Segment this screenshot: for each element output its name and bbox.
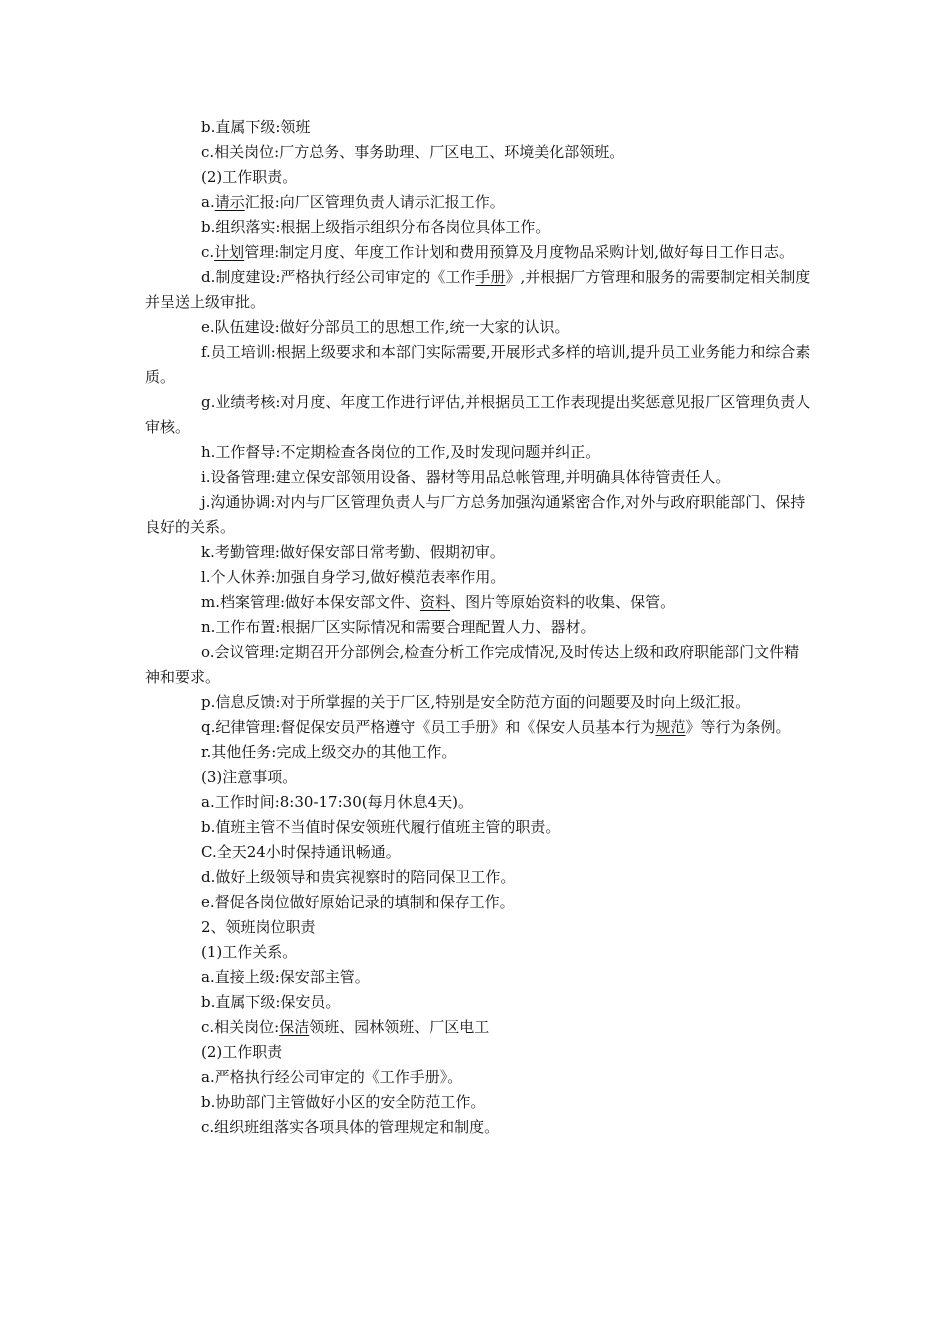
paragraph [145, 965, 813, 990]
text-run: d.制度建设:严格执行经公司审定的《工作 [201, 268, 476, 286]
paragraph [145, 390, 813, 440]
paragraph [145, 590, 813, 615]
underlined-text: 资料 [420, 593, 451, 611]
text-run: r.其他任务:完成上级交办的其他工作。 [201, 743, 457, 761]
text-run: b.直属下级:保安员。 [201, 993, 341, 1011]
underlined-text: 请示 [214, 193, 245, 211]
paragraph [145, 640, 813, 690]
paragraph [145, 690, 813, 715]
text-run: e.队伍建设:做好分部员工的思想工作,统一大家的认识。 [201, 318, 570, 336]
paragraph [145, 140, 813, 165]
paragraph [145, 890, 813, 915]
paragraph [145, 915, 813, 940]
paragraph [145, 765, 813, 790]
text-run: 管理:制定月度、年度工作计划和费用预算及月度物品采购计划,做好每日工作日志。 [244, 243, 795, 261]
paragraph [145, 940, 813, 965]
paragraph [145, 1015, 813, 1040]
text-run: b.组织落实:根据上级指示组织分布各岗位具体工作。 [201, 218, 551, 236]
text-run: b.直属下级:领班 [201, 118, 311, 136]
paragraph [145, 1115, 813, 1140]
text-run: 2、领班岗位职责 [201, 918, 316, 936]
paragraph [145, 115, 813, 140]
underlined-text: 计划 [214, 243, 245, 261]
text-run: 》,并根据厂方管理和服务的需要制定相关制度并呈送上级审批。 [145, 268, 811, 311]
text-run: a.直接上级:保安部主管。 [201, 968, 370, 986]
paragraph [145, 165, 813, 190]
text-run: o.会议管理:定期召开分部例会,检查分析工作完成情况,及时传达上级和政府职能部门文件精神和要求。 [145, 643, 800, 686]
paragraph [145, 865, 813, 890]
paragraph [145, 615, 813, 640]
text-run: a.工作时间:8:30-17:30(每月休息4天)。 [201, 793, 473, 811]
text-run: f.员工培训:根据上级要求和本部门实际需要,开展形式多样的培训,提升员工业务能力和综合素质。 [145, 343, 811, 386]
paragraph [145, 840, 813, 865]
text-run: m.档案管理:做好本保安部文件、 [201, 593, 421, 611]
text-run: g.业绩考核:对月度、年度工作进行评估,并根据员工工作表现提出奖惩意见报厂区管理负责人审核。 [145, 393, 811, 436]
text-run: e.督促各岗位做好原始记录的填制和保存工作。 [201, 893, 515, 911]
text-run: c.相关岗位: [201, 1018, 280, 1036]
paragraph [145, 1040, 813, 1065]
paragraph [145, 340, 813, 390]
paragraph [145, 265, 813, 315]
text-run: 汇报:向厂区管理负责人请示汇报工作。 [244, 193, 505, 211]
text-run: p.信息反馈:对于所掌握的关于厂区,特别是安全防范方面的问题要及时向上级汇报。 [201, 693, 751, 711]
underlined-text: 保洁 [279, 1018, 310, 1036]
text-run: l.个人休养:加强自身学习,做好模范表率作用。 [201, 568, 506, 586]
paragraph [145, 1090, 813, 1115]
text-run: (2)工作职责 [201, 1043, 283, 1061]
text-run: 、图片等原始资料的收集、保管。 [450, 593, 676, 611]
paragraph [145, 565, 813, 590]
text-run: (2)工作职责。 [201, 168, 298, 186]
text-run: C.全天24小时保持通讯畅通。 [201, 843, 401, 861]
paragraph [145, 190, 813, 215]
text-run: b.值班主管不当值时保安领班代履行值班主管的职责。 [201, 818, 561, 836]
paragraph [145, 215, 813, 240]
paragraph [145, 1065, 813, 1090]
document-body [145, 115, 813, 1140]
paragraph [145, 990, 813, 1015]
text-run: q.纪律管理:督促保安员严格遵守《员工手册》和《保安人员基本行为 [201, 718, 656, 736]
text-run: k.考勤管理:做好保安部日常考勤、假期初审。 [201, 543, 505, 561]
text-run: 》等行为条例。 [685, 718, 791, 736]
text-run: a. [201, 193, 215, 211]
paragraph [145, 465, 813, 490]
text-run: c.组织班组落实各项具体的管理规定和制度。 [201, 1118, 500, 1136]
text-run: a.严格执行经公司审定的《工作手册》。 [201, 1068, 463, 1086]
paragraph [145, 490, 813, 540]
text-run: c. [201, 243, 215, 261]
text-run: c.相关岗位:厂方总务、事务助理、厂区电工、环境美化部领班。 [201, 143, 625, 161]
paragraph [145, 815, 813, 840]
paragraph [145, 315, 813, 340]
text-run: (3)注意事项。 [201, 768, 298, 786]
text-run: n.工作布置:根据厂区实际情况和需要合理配置人力、器材。 [201, 618, 596, 636]
underlined-text: 规范 [655, 718, 686, 736]
text-run: 领班、园林领班、厂区电工 [309, 1018, 490, 1036]
paragraph [145, 440, 813, 465]
text-run: (1)工作关系。 [201, 943, 298, 961]
underlined-text: 手册 [475, 268, 506, 286]
paragraph [145, 715, 813, 740]
text-run: d.做好上级领导和贵宾视察时的陪同保卫工作。 [201, 868, 516, 886]
text-run: i.设备管理:建立保安部领用设备、器材等用品总帐管理,并明确具体待管责任人。 [201, 468, 731, 486]
text-run: h.工作督导:不定期检查各岗位的工作,及时发现问题并纠正。 [201, 443, 601, 461]
paragraph [145, 740, 813, 765]
paragraph [145, 240, 813, 265]
text-run: b.协助部门主管做好小区的安全防范工作。 [201, 1093, 486, 1111]
paragraph [145, 790, 813, 815]
text-run: j.沟通协调:对内与厂区管理负责人与厂方总务加强沟通紧密合作,对外与政府职能部门、保持良好的关系。 [145, 493, 806, 536]
paragraph [145, 540, 813, 565]
